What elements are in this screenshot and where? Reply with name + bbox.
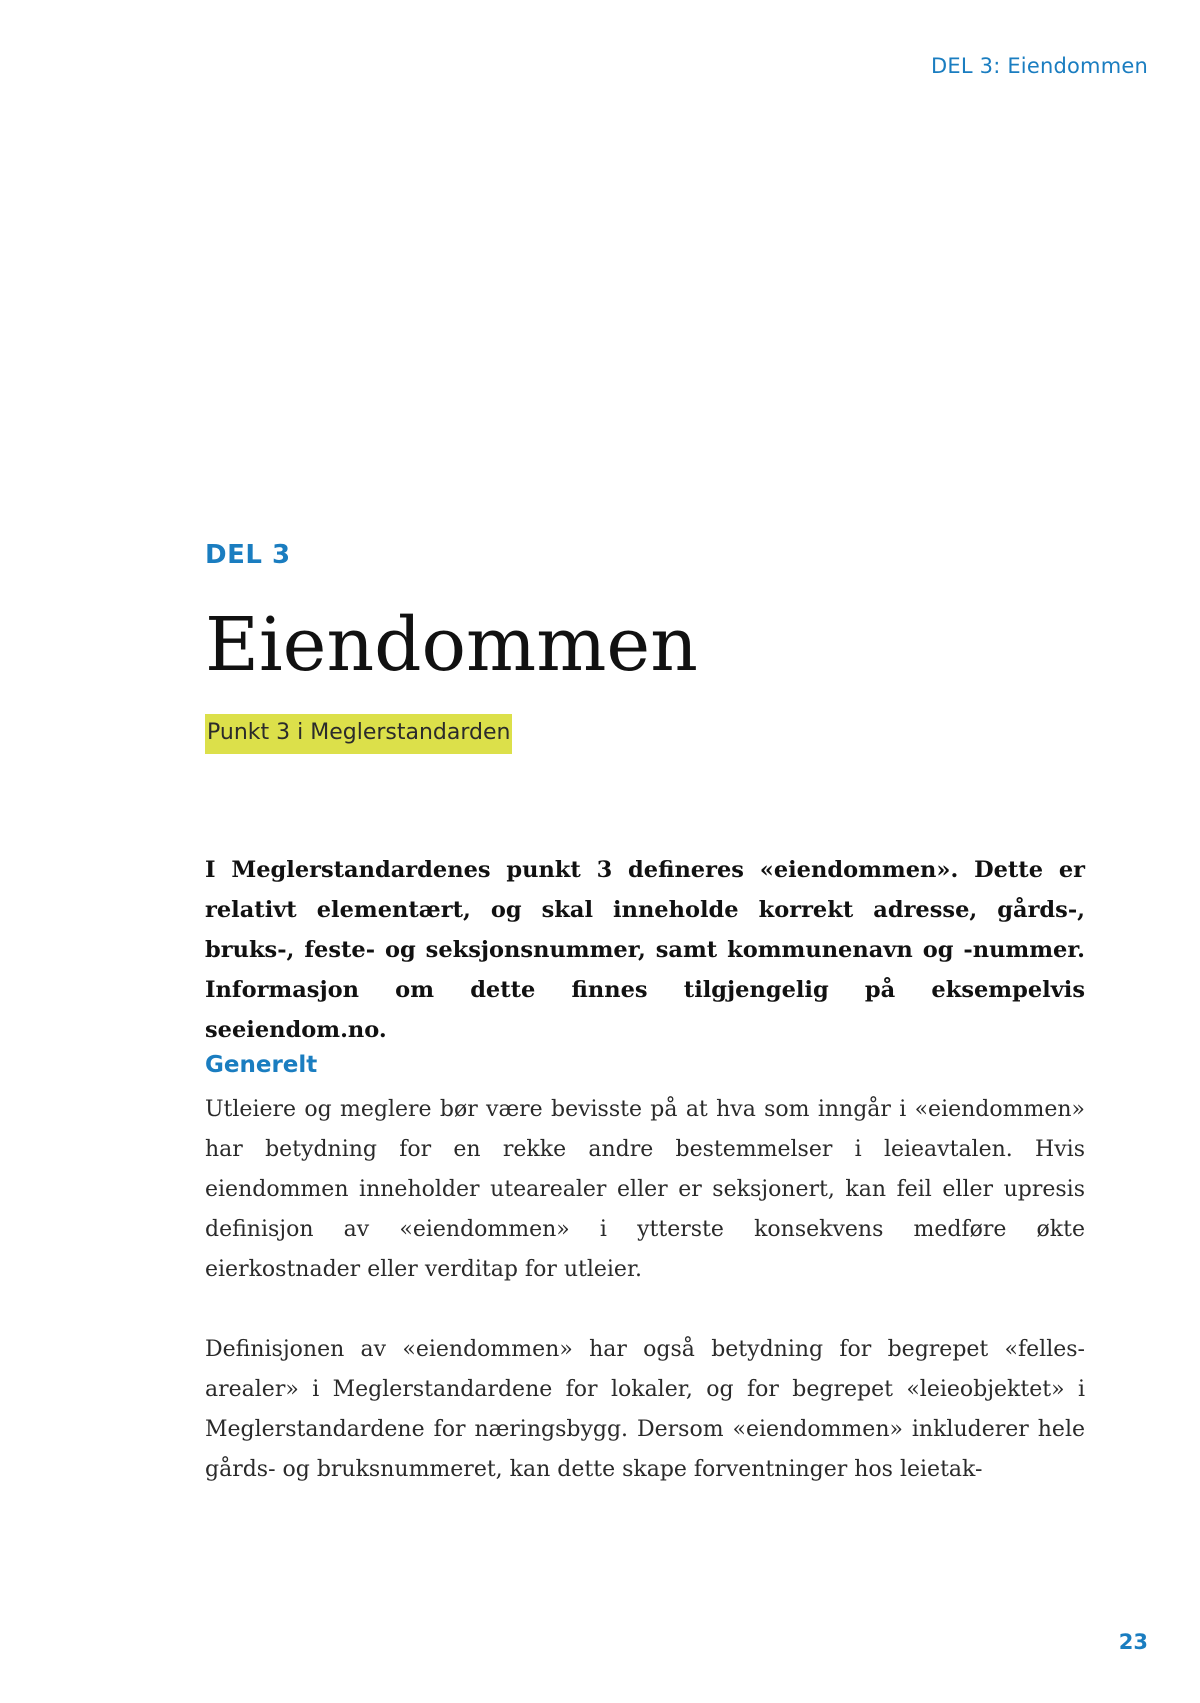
section-heading: Generelt [205,1052,318,1078]
running-header: DEL 3: Eiendommen [931,54,1148,78]
chapter-title: Eiendommen [205,602,698,688]
page-number: 23 [1118,1630,1148,1654]
body-paragraph: Utleiere og meglere bør være bevisste på at hva som inngår i «eiendommen» har betydning for en rekke andre bestemmelser i leieavtalen. Hvis eiendommen inneholder utearealer eller er seksjonert, kan feil eller upresis definisjon av «eiendommen» i ytterste konsekvens medføre økte eierkostnader eller verditap for utleier. [205,1097,1085,1282]
website-link[interactable]: seeiendom.no [205,1017,379,1043]
lead-paragraph [205,850,1085,1050]
lead-text: I Meglerstandardenes punkt 3 defineres «eiendommen». Dette er relativt elementært, og skal inneholde korrekt adresse, gårds-, bruks-, feste- og seksjonsnummer, samt kommunenavn og -nummer. Informasjon om dette finnes tilgjengelig på eksempelvis [205,857,1085,1003]
body-paragraph: Definisjonen av «eiendommen» har også betydning for begrepet «felles-arealer» i Meglerstandardene for lokaler, og for begrepet «leieobjektet» i Meglerstandardene for næringsbygg. Dersom «eiendommen» inkluderer hele gårds- og bruksnummeret, kan dette skape forventninger hos leietak- [205,1337,1085,1482]
highlight-tag: Punkt 3 i Meglerstandarden [205,714,512,754]
lead-end: . [378,1017,387,1043]
part-label: DEL 3 [205,540,291,570]
